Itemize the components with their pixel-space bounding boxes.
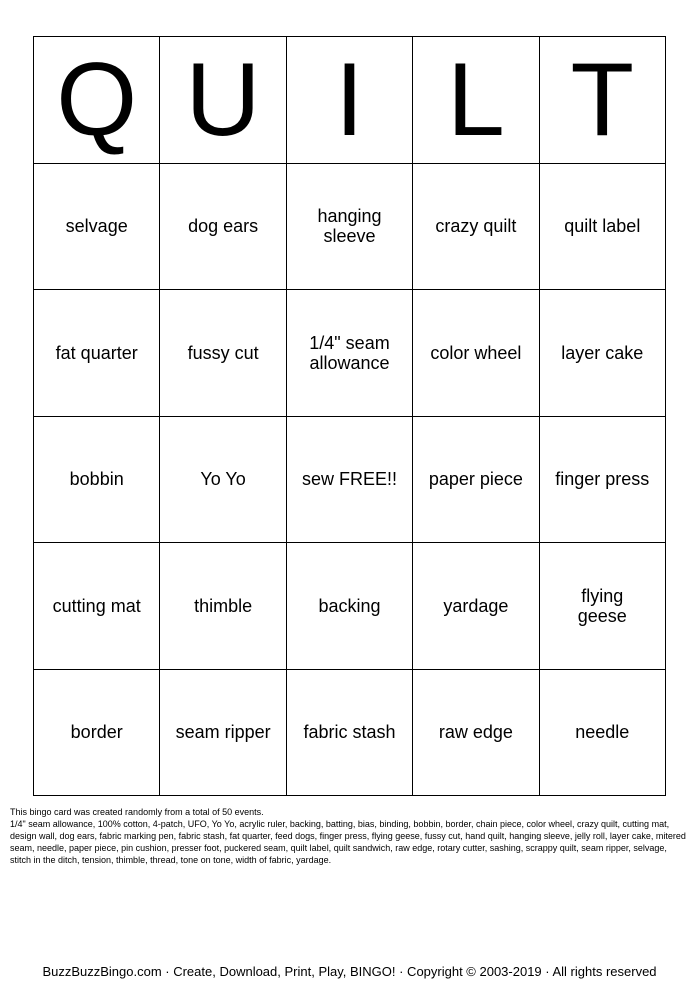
bingo-cell-text: yardage bbox=[443, 595, 509, 616]
bingo-cell bbox=[287, 290, 413, 417]
bingo-cell-text: crazy quilt bbox=[435, 216, 517, 237]
header-letter-q: Q bbox=[34, 37, 160, 164]
bingo-cell-text: fat quarter bbox=[55, 342, 138, 363]
bingo-cell bbox=[413, 543, 539, 670]
bingo-cell bbox=[34, 417, 160, 544]
bingo-cell-text: color wheel bbox=[430, 342, 522, 363]
bingo-cell bbox=[34, 543, 160, 670]
bingo-cell-text: fussy cut bbox=[187, 342, 259, 363]
bingo-cell-text: seam ripper bbox=[175, 722, 271, 743]
event-list: 1/4" seam allowance, 100% cotton, 4-patch, UFO, Yo Yo, acrylic ruler, backing, batting, bias, binding, bobbin, border, chain piece, color wheel, crazy quilt, cutting mat, design wall, dog ears, fabric marking pen, fabric stash, fat quarter, feed dogs, finger press, flying geese, fussy cut, hand quilt, hanging sleeve, jelly roll, layer cake, mitered seam, needle, paper piece, pin cushion, presser foot, puckered seam, quilt label, quilt sandwich, raw edge, rotary cutter, sashing, scrappy quilt, seam ripper, selvage, stitch in the ditch, tension, thimble, thread, tone on tone, width of fabric, yardage. bbox=[10, 819, 686, 865]
bingo-cell bbox=[540, 417, 666, 544]
bingo-cell bbox=[160, 670, 286, 797]
header-letter-t: T bbox=[540, 37, 666, 164]
bingo-cell bbox=[160, 417, 286, 544]
bingo-cell bbox=[287, 543, 413, 670]
bingo-cell bbox=[540, 164, 666, 291]
bingo-cell-text: Yo Yo bbox=[200, 469, 246, 490]
bingo-cell-text: border bbox=[70, 722, 123, 743]
bingo-cell-text: hanging sleeve bbox=[317, 206, 382, 247]
bingo-cell-text: bobbin bbox=[69, 469, 124, 490]
bingo-cell-text: raw edge bbox=[438, 722, 513, 743]
bingo-cell bbox=[540, 670, 666, 797]
bingo-cell-text: quilt label bbox=[564, 216, 641, 237]
bingo-card bbox=[33, 36, 666, 796]
bingo-cell bbox=[413, 670, 539, 797]
bingo-cell-text: backing bbox=[318, 595, 381, 616]
free-space-text: sew FREE!! bbox=[301, 469, 397, 490]
bingo-cell bbox=[540, 290, 666, 417]
bingo-cell-text: layer cake bbox=[561, 342, 644, 363]
bingo-cell-text: thimble bbox=[194, 595, 253, 616]
bingo-cell-text: paper piece bbox=[428, 469, 523, 490]
bingo-cell bbox=[34, 670, 160, 797]
bingo-cell-text: selvage bbox=[65, 216, 128, 237]
bingo-cell bbox=[160, 164, 286, 291]
bingo-cell bbox=[160, 543, 286, 670]
bingo-cell bbox=[287, 670, 413, 797]
bingo-cell-text: 1/4" seam allowance bbox=[309, 332, 390, 373]
bingo-cell-text: cutting mat bbox=[52, 595, 141, 616]
bingo-cell bbox=[413, 417, 539, 544]
card-note: This bingo card was created randomly from a total of 50 events. bbox=[10, 807, 264, 817]
footer-copyright: BuzzBuzzBingo.com · Create, Download, Print, Play, BINGO! · Copyright © 2003-2019 · All rights reserved bbox=[42, 964, 657, 979]
bingo-cell bbox=[34, 164, 160, 291]
bingo-cell-text: dog ears bbox=[188, 216, 259, 237]
header-letter-i: I bbox=[287, 37, 413, 164]
bingo-cell bbox=[160, 290, 286, 417]
header-letter-l: L bbox=[413, 37, 539, 164]
card-info bbox=[10, 806, 690, 866]
bingo-cell bbox=[287, 164, 413, 291]
bingo-cell-text: flying geese bbox=[577, 585, 627, 626]
bingo-cell bbox=[34, 290, 160, 417]
header-letter-u: U bbox=[160, 37, 286, 164]
bingo-cell-text: needle bbox=[575, 722, 630, 743]
bingo-cell-text: finger press bbox=[555, 469, 650, 490]
bingo-cell-text: fabric stash bbox=[303, 722, 396, 743]
free-space-cell bbox=[287, 417, 413, 544]
bingo-cell bbox=[413, 164, 539, 291]
bingo-cell bbox=[413, 290, 539, 417]
bingo-cell bbox=[540, 543, 666, 670]
